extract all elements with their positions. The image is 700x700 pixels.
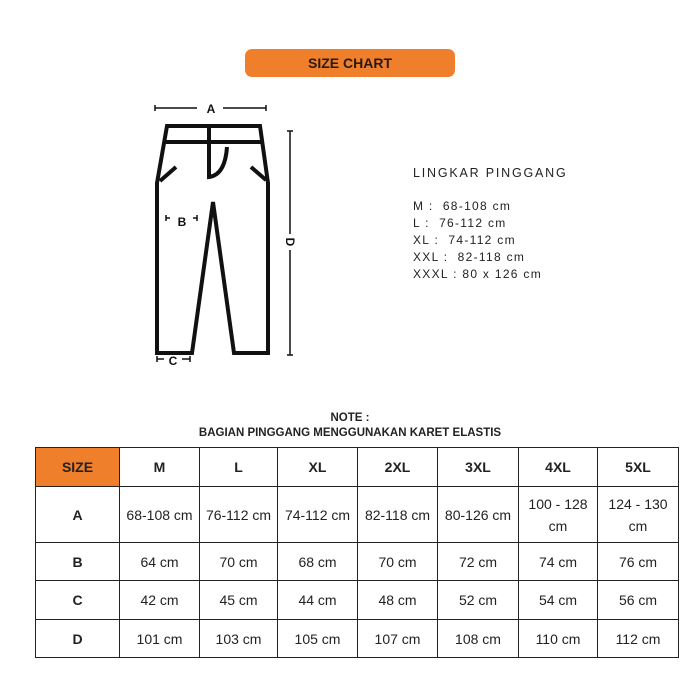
- waist-line: XL : 74-112 cm: [413, 233, 516, 247]
- table-cell: 70 cm: [200, 543, 278, 581]
- table-cell: 72 cm: [438, 543, 519, 581]
- table-cell: 108 cm: [438, 620, 519, 658]
- label-b: B: [177, 215, 187, 229]
- waist-line: XXXL : 80 x 126 cm: [413, 267, 543, 281]
- table-cell: 76-112 cm: [200, 487, 278, 543]
- left-pocket: [160, 167, 176, 181]
- table-cell: 105 cm: [278, 620, 358, 658]
- row-label: B: [36, 543, 120, 581]
- table-cell: 48 cm: [358, 581, 438, 620]
- table-row: [36, 620, 679, 658]
- table-cell: 68 cm: [278, 543, 358, 581]
- table-header-row: [36, 448, 679, 487]
- pants-outline: [157, 126, 268, 353]
- table-cell: 64 cm: [120, 543, 200, 581]
- header-cell: L: [200, 448, 278, 487]
- header-cell: 5XL: [598, 448, 679, 487]
- table-cell: 45 cm: [200, 581, 278, 620]
- header-cell: M: [120, 448, 200, 487]
- note: [0, 411, 700, 441]
- fly: [209, 126, 227, 177]
- size-chart-title: SIZE CHART: [245, 49, 455, 77]
- table-cell: 80-126 cm: [438, 487, 519, 543]
- header-cell: 4XL: [519, 448, 598, 487]
- header-cell: SIZE: [36, 448, 120, 487]
- waist-heading: LINGKAR PINGGANG: [413, 166, 568, 180]
- waist-info: [413, 166, 568, 283]
- note-label: NOTE :: [330, 412, 370, 424]
- header-cell: XL: [278, 448, 358, 487]
- row-label: A: [36, 487, 120, 543]
- table-cell: 76 cm: [598, 543, 679, 581]
- header-cell: 3XL: [438, 448, 519, 487]
- table-cell: 112 cm: [598, 620, 679, 658]
- table-cell: 103 cm: [200, 620, 278, 658]
- table-row: [36, 543, 679, 581]
- waist-line: XXL : 82-118 cm: [413, 250, 526, 264]
- table-cell: 74 cm: [519, 543, 598, 581]
- note-text: BAGIAN PINGGANG MENGGUNAKAN KARET ELASTIS: [198, 427, 502, 439]
- label-d: D: [283, 237, 297, 247]
- table-cell: 100 - 128 cm: [519, 487, 598, 543]
- table-cell: 107 cm: [358, 620, 438, 658]
- waist-line: M : 68-108 cm: [413, 199, 512, 213]
- table-cell: 82-118 cm: [358, 487, 438, 543]
- waist-line: L : 76-112 cm: [413, 216, 507, 230]
- label-c: C: [168, 354, 178, 368]
- table-cell: 56 cm: [598, 581, 679, 620]
- table-cell: 44 cm: [278, 581, 358, 620]
- row-label: C: [36, 581, 120, 620]
- table-cell: 74-112 cm: [278, 487, 358, 543]
- table-cell: 70 cm: [358, 543, 438, 581]
- right-pocket: [251, 167, 266, 180]
- table-cell: 110 cm: [519, 620, 598, 658]
- header-cell: 2XL: [358, 448, 438, 487]
- table-cell: 124 - 130 cm: [598, 487, 679, 543]
- row-label: D: [36, 620, 120, 658]
- table-cell: 54 cm: [519, 581, 598, 620]
- table-row: [36, 581, 679, 620]
- table-cell: 68-108 cm: [120, 487, 200, 543]
- table-cell: 52 cm: [438, 581, 519, 620]
- label-a: A: [206, 102, 216, 116]
- table-cell: 101 cm: [120, 620, 200, 658]
- table-row: [36, 487, 679, 543]
- table-cell: 42 cm: [120, 581, 200, 620]
- size-table: [35, 447, 679, 658]
